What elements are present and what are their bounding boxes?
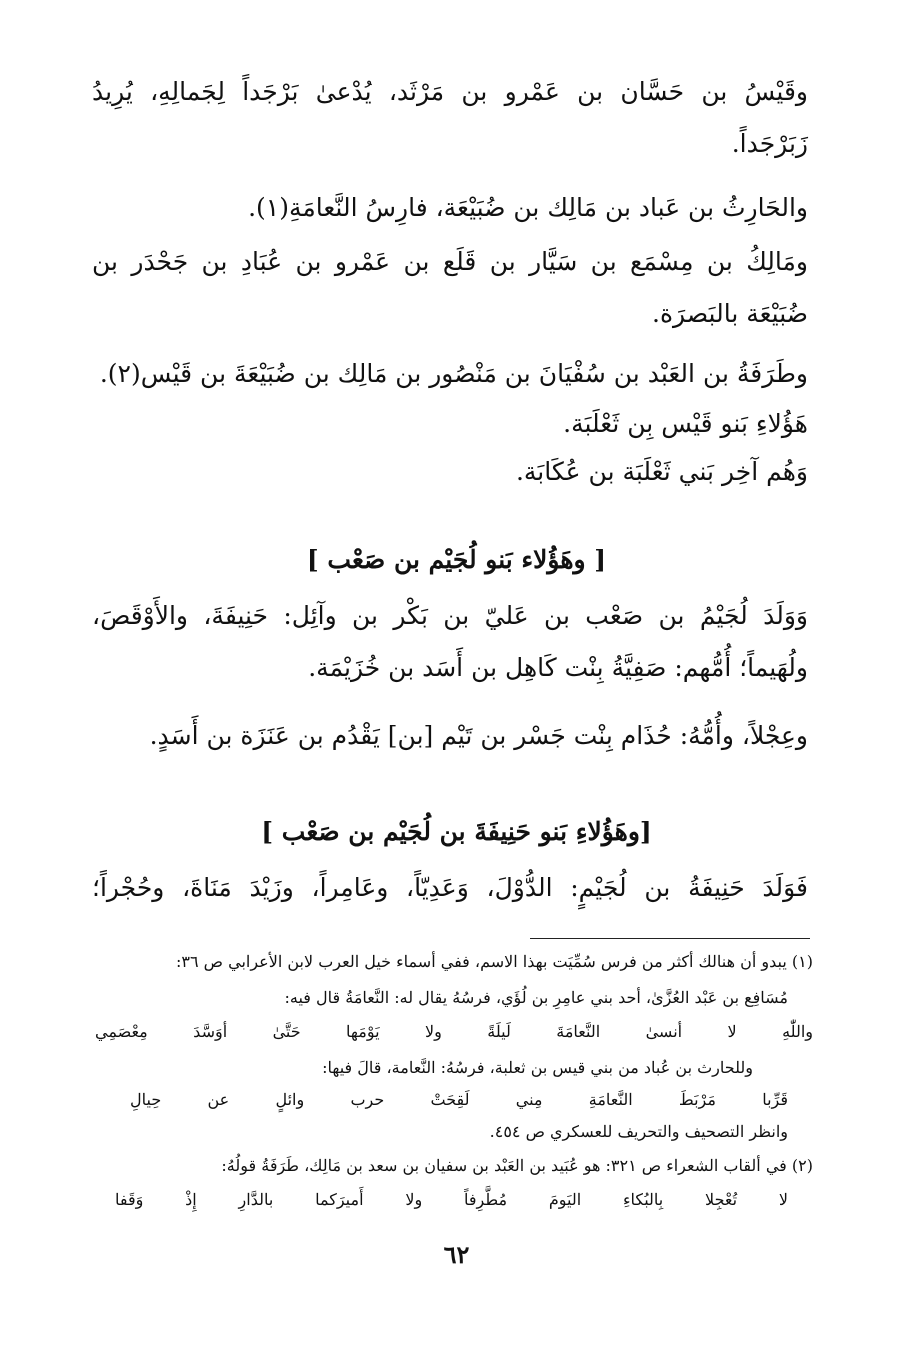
- body-line-11: وعِجْلاً، وأُمُّهُ: حُذَام بِنْت جَسْر بن تَيْم [بن] يَقْدُم بن عَنَزَة بن أَسَدٍ.: [149, 721, 808, 750]
- footnote-1-line-3: وللحارث بن عُباد من بني قيس بن ثعلبة، فرسُهُ: النَّعامة، قالَ فيها:: [322, 1058, 753, 1077]
- footnote-1-line-4: وانظر التصحيف والتحريف للعسكري ص ٤٥٤.: [489, 1122, 788, 1141]
- body-line-9: وَوَلَدَ لُجَيْمُ بن صَعْب بن عَليّ بن بَكْر بن وآئِل: حَنِيفَةَ، والأَوْقَصَ،: [92, 601, 808, 630]
- footnote-1-verse-2: قَرِّبا مَرْبَطَ النَّعامَةِ مِني لَقِحَتْ حرب وائلٍ عن حِيالِ: [130, 1090, 788, 1109]
- body-line-1: وقَيْسُ بن حَسَّان بن عَمْرو بن مَرْثَد، يُدْعىٰ بَرْجَداً لِجَمالِهِ، يُرِيدُ: [92, 77, 808, 106]
- footnote-separator: [530, 938, 810, 939]
- body-line-8: وَهُم آخِر بَني ثَعْلَبَة بن عُكَابَة.: [515, 457, 808, 486]
- body-line-3: والحَارِثُ بن عَباد بن مَالِك بن ضُبَيْعَة، فارِسُ النَّعامَةِ(١).: [248, 193, 808, 222]
- footnote-1-line-1: (١) يبدو أن هنالك أكثر من فرس سُمِّيَت بهذا الاسم، ففي أسماء خيل العرب لابن الأعرابي ص ٣٦:: [176, 952, 813, 971]
- body-line-10: ولُهَيماً؛ أُمُّهم: صَفِيَّةُ بِنْت كَاهِل بن أَسَد بن خُزَيْمَة.: [308, 653, 808, 682]
- body-line-2: زَبَرْجَداً.: [731, 129, 808, 158]
- section-heading-lujaym: [ وهَؤُلاء بَنو لُجَيْم بن صَعْب ]: [306, 545, 607, 574]
- footnote-2-line-1: (٢) في ألقاب الشعراء ص ٣٢١: هو عُبَيد بن العَبْد بن سفيان بن سعد بن مَالِك، طَرَفَةُ قولُهُ:: [221, 1156, 813, 1175]
- body-line-12: فَوَلَدَ حَنِيفَةُ بن لُجَيْمٍ: الدُّوْلَ، وَعَدِيّاً، وعَامِراً، وزَيْدَ مَنَاةَ، وحُجْراً؛: [92, 873, 808, 902]
- body-line-6: وطَرَفَةُ بن العَبْد بن سُفْيَانَ بن مَنْصُور بن مَالِك بن ضُبَيْعَةَ بن قَيْس(٢).: [99, 359, 808, 388]
- page-number: ٦٢: [443, 1240, 470, 1269]
- footnote-2-verse: لا تُعْجِلا بِالبُكاءِ اليَومَ مُطَّرِفاً ولا أَميرَكما بالدَّارِ إِذْ وَقَفا: [115, 1190, 788, 1209]
- footnote-1-line-2: مُسَافِع بن عَبْد العُزَّىٰ، أحد بني عامِرِ بن لُؤَي، فرسُهُ يقال له: النَّعامَةُ قال فيه:: [284, 988, 788, 1007]
- section-heading-hanifa: [وهَؤُلاءِ بَنو حَنِيفَةَ بن لُجَيْم بن صَعْب ]: [261, 817, 652, 846]
- body-line-7: هَؤُلاءِ بَنو قَيْس بِن ثَعْلَبَة.: [563, 409, 808, 438]
- body-line-5: ضُبَيْعَة بالبَصرَة.: [652, 299, 808, 328]
- footnote-1-verse-1: واللّٰهِ لا أنسىٰ النَّعامَةَ لَيلَةً ولا يَوْمَها حَتَّىٰ أوَسَّدَ مِعْصَمِي: [95, 1022, 813, 1041]
- body-line-4: ومَالِكُ بن مِسْمَع بن سَيَّار بن قَلَع بن عَمْرو بن عُبَادِ بن جَحْدَر بن: [92, 247, 808, 276]
